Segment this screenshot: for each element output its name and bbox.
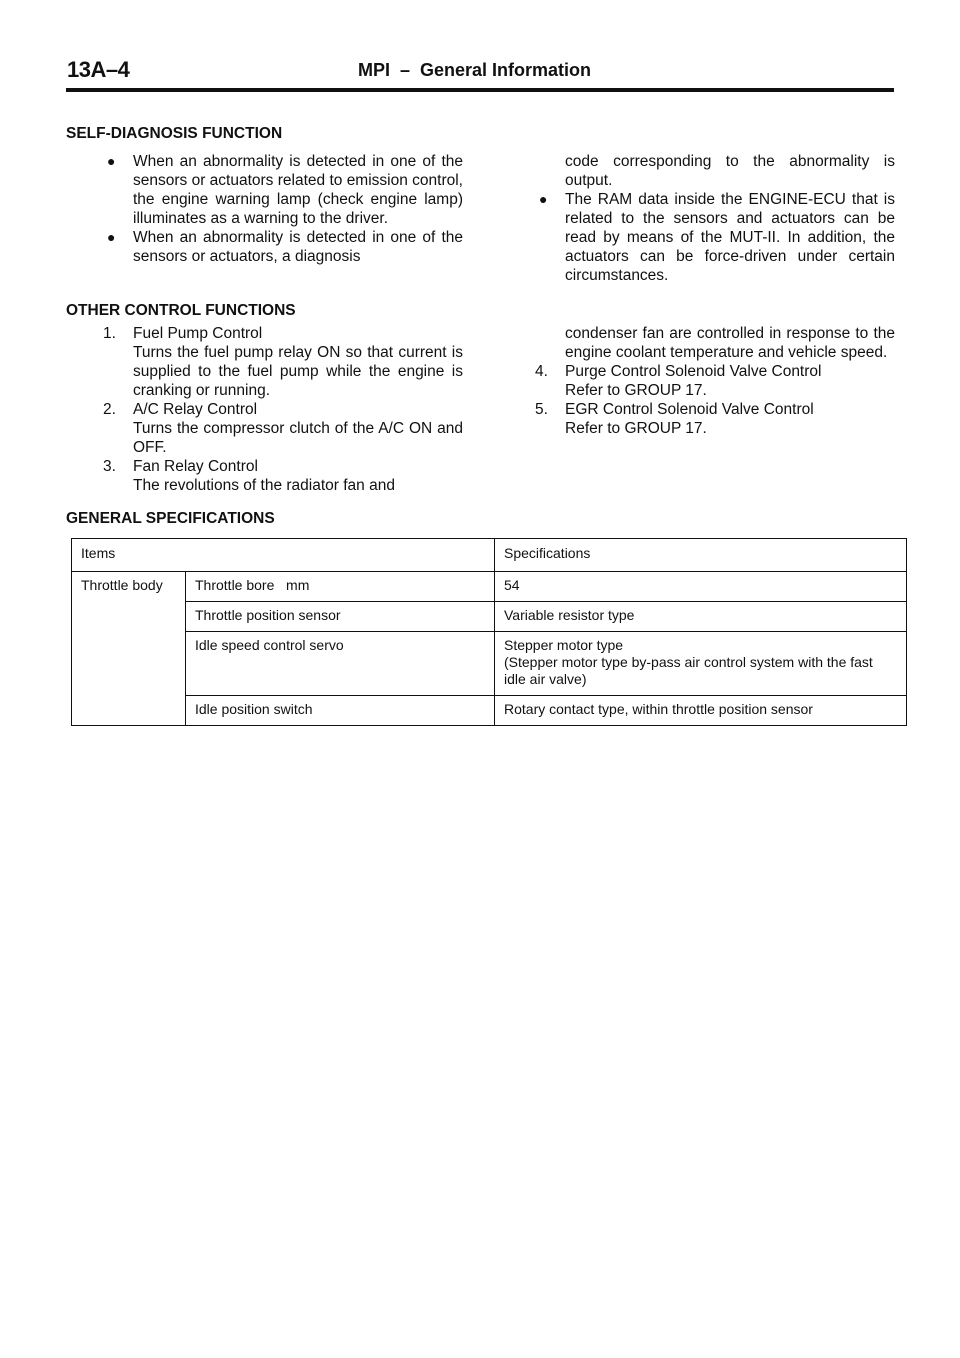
item-description: Refer to GROUP 17. (565, 420, 707, 437)
continuation-text: code corresponding to the abnormality is output. (565, 153, 895, 189)
spec-cell: 54 (495, 572, 907, 602)
item-description: The revolutions of the radiator fan and (133, 477, 395, 494)
item-name: Fuel Pump Control (133, 325, 263, 342)
item-name: EGR Control Solenoid Valve Control (565, 401, 814, 418)
bullet-icon: ● (539, 191, 548, 207)
item-cell: Idle position switch (186, 696, 495, 726)
item-name: A/C Relay Control (133, 401, 258, 418)
header-specifications: Specifications (495, 539, 907, 572)
list-item (539, 190, 895, 285)
bullet-text: The RAM data inside the ENGINE-ECU that is related to the sensors and actuators can be read by means of the MUT-II. In addition, the actuators can be force-driven under certain circumstances. (565, 191, 895, 284)
item-name: Purge Control Solenoid Valve Control (565, 363, 822, 380)
header-items: Items (72, 539, 495, 572)
list-item (107, 228, 463, 266)
section-title-self-diagnosis: SELF-DIAGNOSIS FUNCTION (66, 125, 283, 142)
item-number: 4. (535, 363, 548, 380)
section-title-general-specs: GENERAL SPECIFICATIONS (66, 510, 275, 527)
bullet-icon: ● (107, 229, 116, 245)
item-cell: Idle speed control servo (186, 632, 495, 696)
self-diagnosis-right-column (539, 152, 895, 285)
section-title-other-control: OTHER CONTROL FUNCTIONS (66, 302, 296, 319)
bullet-icon: ● (107, 153, 116, 169)
table-header-row (72, 539, 907, 572)
item-description: Refer to GROUP 17. (565, 382, 707, 399)
other-control-right-column (535, 324, 895, 438)
item-description: Turns the compressor clutch of the A/C ON and OFF. (133, 420, 463, 456)
page-number: 13A–4 (67, 57, 130, 82)
continuation-text: condenser fan are controlled in response to the engine coolant temperature and vehicle speed. (565, 325, 895, 361)
other-control-left-column (103, 324, 463, 495)
list-item (103, 324, 463, 400)
spec-cell: Stepper motor type (Stepper motor type by-pass air control system with the fast idle air valve) (495, 632, 907, 696)
self-diagnosis-left-column (107, 152, 463, 266)
item-description: Turns the fuel pump relay ON so that current is supplied to the fuel pump while the engine is cranking or running. (133, 344, 463, 399)
table-row (72, 632, 907, 696)
page-title: MPI – General Information (358, 60, 592, 80)
header-rule (66, 88, 894, 92)
list-item (107, 152, 463, 228)
list-item (535, 362, 895, 400)
list-item (103, 400, 463, 457)
bullet-text: When an abnormality is detected in one of the sensors or actuators, a diagnosis (133, 229, 463, 265)
item-number: 3. (103, 458, 116, 475)
table-row (72, 572, 907, 602)
item-name: Fan Relay Control (133, 458, 258, 475)
spec-cell: Rotary contact type, within throttle position sensor (495, 696, 907, 726)
item-cell: Throttle position sensor (186, 602, 495, 632)
bullet-text: When an abnormality is detected in one of the sensors or actuators related to emission control, the engine warning lamp (check engine lamp) illuminates as a warning to the driver. (133, 153, 463, 227)
list-item (103, 457, 463, 495)
item-number: 1. (103, 325, 116, 342)
item-number: 2. (103, 401, 116, 418)
table-row (72, 602, 907, 632)
group-cell: Throttle body (72, 572, 186, 726)
list-item (535, 400, 895, 438)
table-row (72, 696, 907, 726)
item-number: 5. (535, 401, 548, 418)
specifications-table (71, 538, 907, 726)
spec-cell: Variable resistor type (495, 602, 907, 632)
item-cell: Throttle bore mm (186, 572, 495, 602)
